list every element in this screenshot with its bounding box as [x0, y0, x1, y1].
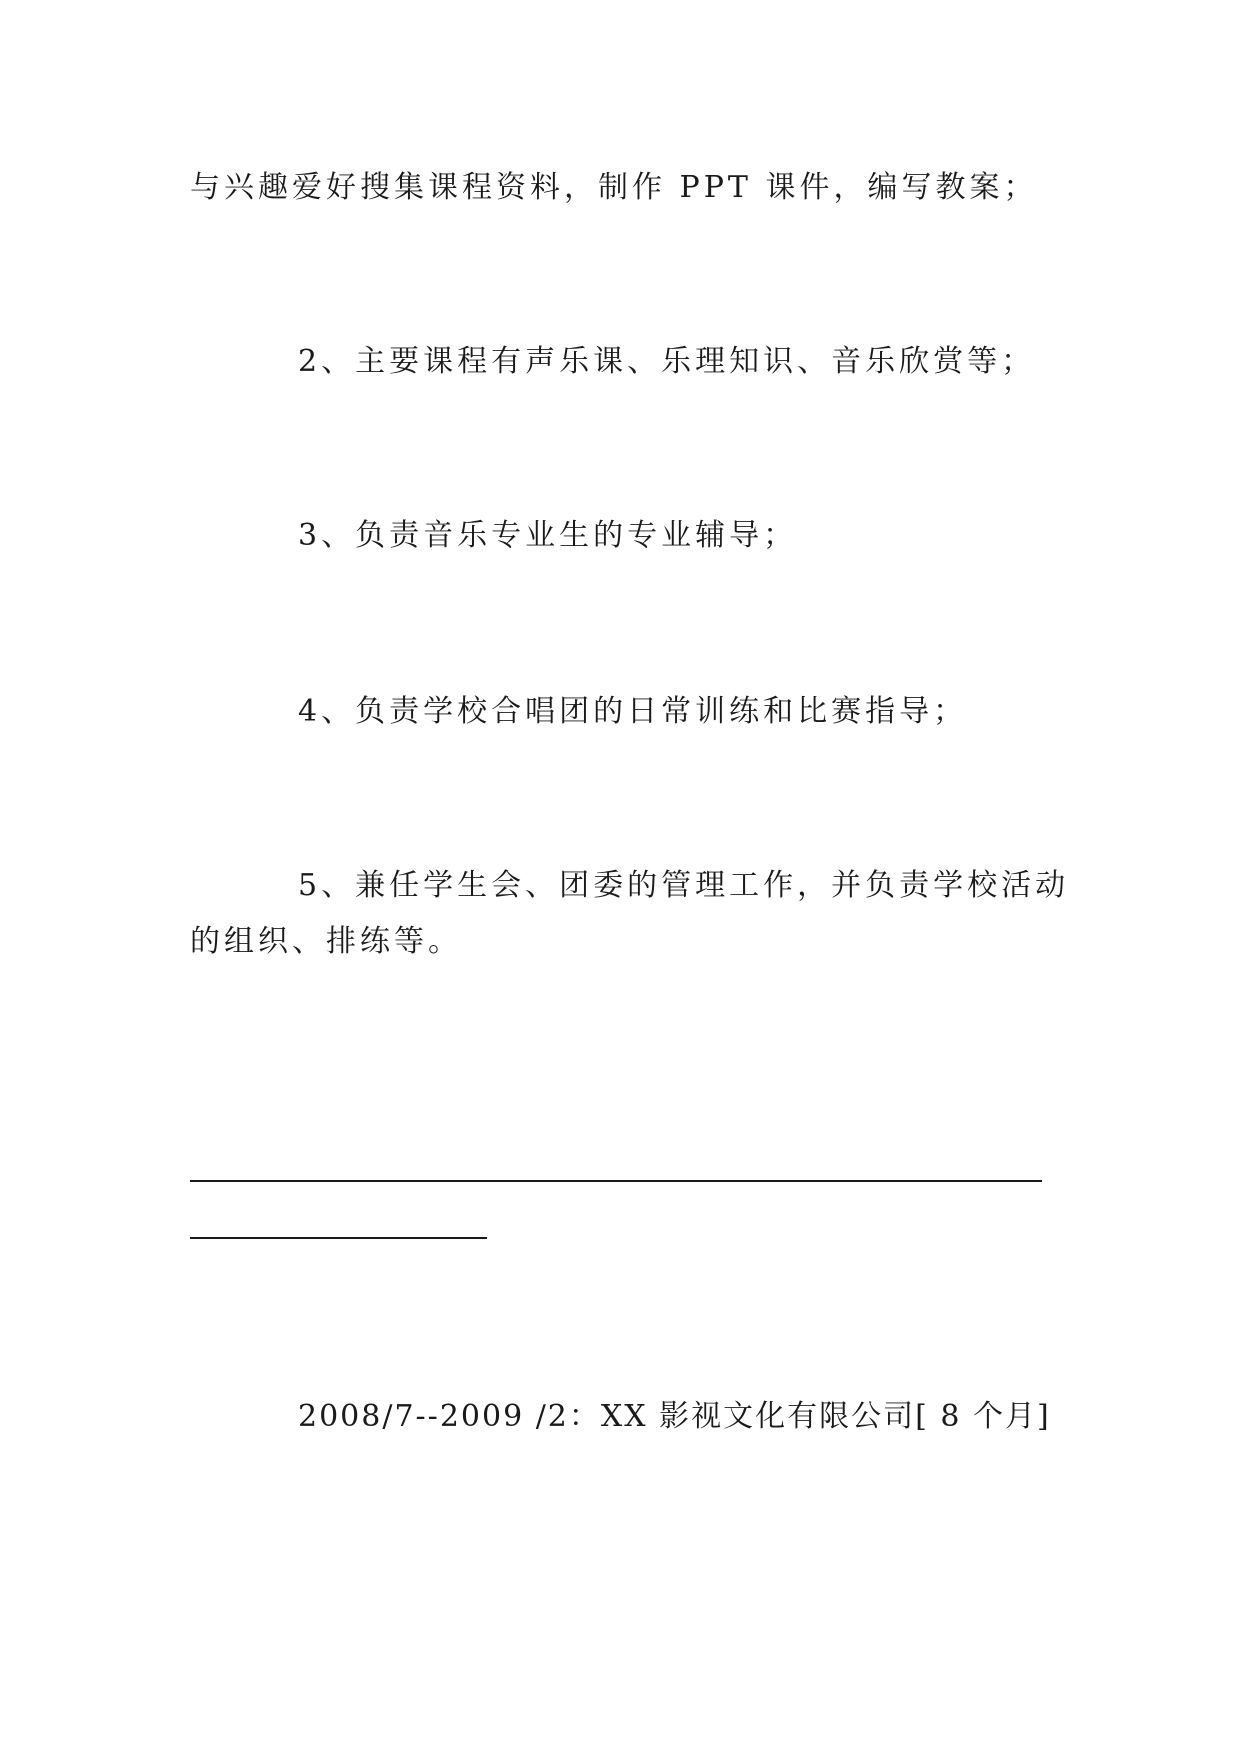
separator-line: [190, 1180, 1042, 1182]
duty-item-2: 2、主要课程有声乐课、乐理知识、音乐欣赏等；: [298, 344, 1036, 379]
duty-item-3: 3、负责音乐专业生的专业辅导；: [298, 518, 798, 553]
job-entry: 2008/7--2009 /2：XX 影视文化有限公司[ 8 个月]: [298, 1399, 1051, 1434]
duty-text-continued: 与兴趣爱好搜集课程资料，制作 PPT 课件，编写教案；: [190, 170, 1038, 205]
duty-item-4: 4、负责学校合唱团的日常训练和比赛指导；: [298, 694, 968, 729]
duty-item-5-line-1: 5、兼任学生会、团委的管理工作，并负责学校活动: [298, 868, 1070, 903]
duty-item-5-line-2: 的组织、排练等。: [190, 924, 462, 959]
separator-line-short: [190, 1237, 487, 1239]
